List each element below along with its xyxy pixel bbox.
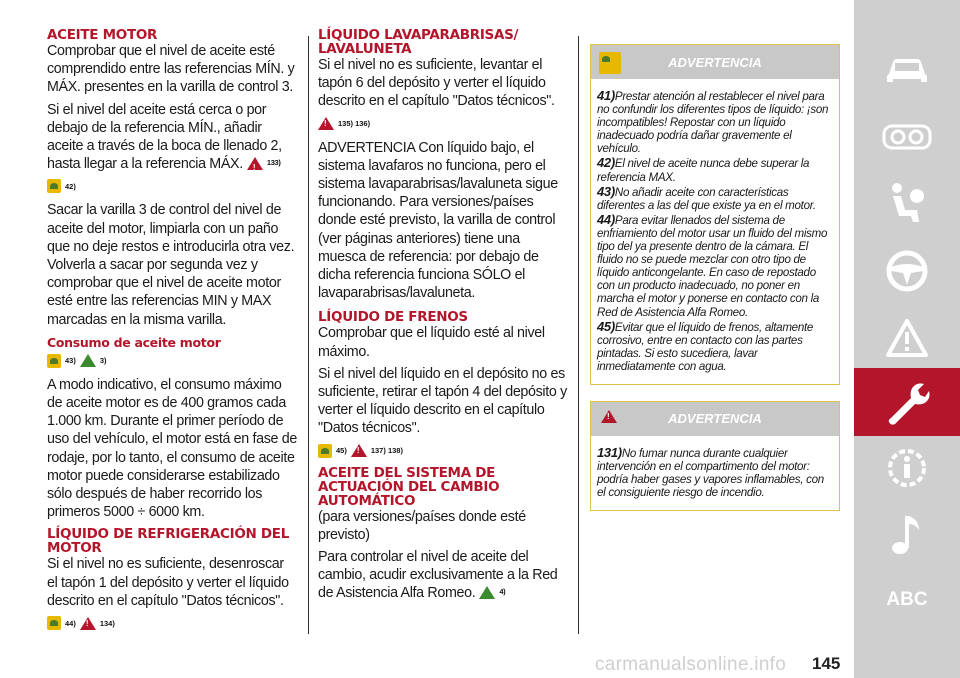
sidebar-item-maintenance[interactable]	[854, 368, 960, 436]
warning-item-number: 43)	[597, 183, 615, 199]
page-number: 145	[812, 654, 841, 673]
ref-133[interactable]: 133)	[266, 158, 281, 168]
ref-137-138[interactable]: 137) 138)	[370, 446, 403, 456]
column-divider-2	[578, 36, 579, 634]
warning-item	[597, 213, 833, 319]
ref-4[interactable]: 4)	[499, 587, 506, 597]
warning-triangle-icon	[80, 617, 96, 630]
heading-liquido-frenos: LÍQUIDO DE FRENOS	[318, 309, 468, 326]
warning-triangle-icon	[351, 444, 367, 457]
para-nivel-aceite-text: Si el nivel del aceite está cerca o por debajo de la referencia MÍN., añadir aceite a través de la boca de llenado 2, hasta llegar a la referencia MÁX.	[47, 101, 282, 173]
refs-133	[247, 155, 281, 171]
music-note-icon	[889, 512, 925, 556]
engine-warning-icon	[599, 52, 621, 74]
para-versiones: (para versiones/países donde esté previsto)	[318, 508, 526, 543]
settings-info-icon	[885, 446, 929, 490]
engine-warning-icon	[47, 616, 61, 630]
warning-item-number: 42)	[597, 155, 615, 171]
heading-aceite-motor: ACEITE MOTOR	[47, 27, 158, 43]
refs-frenos	[318, 442, 570, 460]
warning-item-text: No fumar nunca durante cualquier intervención en el compartimento del motor: podría haber gases y vapores inflamables, con el consiguiente riesgo de incendio.	[597, 446, 824, 500]
ref-135-136[interactable]: 135) 136)	[338, 119, 371, 129]
engine-warning-icon	[318, 444, 332, 458]
warning-title-2: ADVERTENCIA	[668, 411, 762, 427]
environment-icon	[80, 354, 96, 367]
warning-body-1	[591, 79, 839, 384]
para-cambio	[318, 548, 570, 603]
sidebar-item-dashboard[interactable]	[854, 103, 960, 171]
warning-box-2	[590, 401, 840, 511]
sidebar-item-technical[interactable]	[854, 434, 960, 502]
warning-item-text: Prestar atención al restablecer el nivel para no confundir los diferentes tipos de líquido: ¡son incompatibles! Repostar con un líquido inadecuado podría dañar gravemente el vehículo.	[597, 90, 829, 156]
para-advertencia-lavafaros: ADVERTENCIA Con líquido bajo, el sistema lavafaros no funciona, pero el sistema lavaparabrisas/lavaluneta sigue funcionando. Para versiones/países donde esté previsto, la varilla de control (ver páginas anteriores) tiene una muesca de referencia: por debajo de dicha referencia funciona SÓLO el lavaparabrisas/lavaluneta.	[318, 139, 558, 302]
warning-item-number: 44)	[597, 211, 615, 227]
heading-lavaparabrisas: LÍQUIDO LAVAPARABRISAS/ LAVALUNETA	[318, 27, 519, 57]
warning-header-2	[591, 402, 839, 436]
ref-3[interactable]: 3)	[99, 356, 107, 366]
para-nivel-aceite	[47, 101, 297, 174]
warning-triangle-icon	[247, 157, 263, 170]
column-divider-1	[308, 36, 309, 634]
warning-item	[597, 446, 833, 499]
heading-cambio-automatico: ACEITE DEL SISTEMA DE ACTUACIÓN DEL CAMBIO AUTOMÁTICO	[318, 464, 500, 509]
engine-warning-icon	[47, 354, 61, 368]
warning-header-1	[591, 45, 839, 79]
para-cambio-text: Para controlar el nivel de aceite del cambio, acudir exclusivamente a la Red de Asistencia Alfa Romeo.	[318, 549, 558, 602]
sidebar-item-multimedia[interactable]	[854, 500, 960, 568]
sidebar-item-steering[interactable]	[854, 237, 960, 305]
warning-body-2	[591, 436, 839, 510]
seat-airbag-icon	[887, 182, 927, 226]
warning-item-number: 131)	[597, 444, 622, 460]
abc-icon: ABC	[886, 589, 928, 610]
warning-triangle-icon	[318, 117, 334, 130]
ref-43[interactable]: 43)	[65, 356, 76, 366]
warning-triangle-icon	[885, 318, 929, 358]
para-sacar-varilla: Sacar la varilla 3 de control del nivel de aceite del motor, limpiarla con un paño que no deje restos e introducirla otra vez. Volverla a sacar por segunda vez y comprobar que el nivel de aceite motor esté entre las referencias MIN y MAX marcadas en la misma varilla.	[47, 202, 295, 328]
para-frenos-deposito: Si el nivel del líquido en el depósito no es suficiente, retirar el tapón 4 del depósito y verter el líquido descrito en el capítulo "Datos técnicos".	[318, 365, 567, 437]
heading-refrigeracion: LÍQUIDO DE REFRIGERACIÓN DEL MOTOR	[47, 526, 290, 557]
warning-title-1: ADVERTENCIA	[668, 54, 762, 70]
para-comprobar-aceite: Comprobar que el nivel de aceite esté comprendido entre las referencias MÍN. y MÁX. presentes en la varilla de control 3.	[47, 43, 295, 96]
para-refrigeracion: Si el nivel no es suficiente, desenroscar el tapón 1 del depósito y verter el líquido descrito en el capítulo "Datos técnicos".	[47, 556, 289, 609]
refs-refrig	[47, 614, 297, 632]
warning-item	[597, 156, 833, 183]
ref-134[interactable]: 134)	[99, 618, 115, 628]
warning-item-text: Para evitar llenados del sistema de enfriamiento del motor usar un fluido del mismo tipo del ya presente dentro de la cámara. El fluido no se puede mezclar con otro tipo de líquido anticongelante. En caso de repostado con un producto inadecuado, no poner en marcha el motor y ponerse en contacto con la Red de Asistencia Alfa Romeo.	[597, 213, 828, 319]
para-consumo: A modo indicativo, el consumo máximo de aceite motor es de 400 gramos cada 1.000 km. Durante el primer período de uso del vehículo, el motor está en fase de rodaje, por lo tanto, el consumo de aceite motor puede considerarse estabilizado sólo después de haber recorrido los primeros 5000 ÷ 6000 km.	[47, 376, 297, 521]
wrench-icon	[883, 378, 931, 426]
environment-icon	[479, 586, 495, 599]
column-right	[590, 44, 840, 527]
refs-cambio	[479, 584, 505, 600]
warning-item	[597, 320, 833, 373]
refs-lava	[318, 115, 570, 133]
warning-item-text: Evitar que el líquido de frenos, altamente corrosivo, entre en contacto con las partes pintadas. Si esto sucediera, lavar inmediatamente con agua.	[597, 320, 814, 373]
sidebar-item-index[interactable]	[854, 566, 960, 634]
para-frenos-nivel: Comprobar que el líquido esté al nivel máximo.	[318, 325, 545, 360]
ref-44[interactable]: 44)	[65, 618, 76, 628]
warning-box-1	[590, 44, 840, 385]
sidebar-item-car[interactable]	[854, 36, 960, 104]
column-left	[47, 28, 297, 638]
ref-45[interactable]: 45)	[336, 446, 347, 456]
engine-warning-icon	[47, 179, 61, 193]
car-icon	[883, 54, 931, 86]
warning-item-number: 41)	[597, 88, 615, 103]
warning-item	[597, 185, 833, 212]
para-lavaparabrisas: Si el nivel no es suficiente, levantar el tapón 6 del depósito y verter el líquido descrito en el capítulo "Datos técnicos".	[318, 57, 555, 110]
ref-42[interactable]: 42)	[65, 181, 76, 191]
sidebar-item-seat[interactable]	[854, 170, 960, 238]
warning-triangle-icon	[601, 410, 617, 423]
dashboard-icon	[882, 122, 932, 152]
warning-item	[597, 89, 833, 155]
column-middle	[318, 28, 570, 607]
sidebar-item-warning[interactable]	[854, 304, 960, 372]
watermark: carmanualsonline.info	[595, 654, 787, 675]
warning-item-number: 45)	[597, 318, 615, 334]
heading-consumo-aceite: Consumo de aceite motor	[47, 334, 221, 350]
warning-item-text: No añadir aceite con características diferentes a las del que existe ya en el motor.	[597, 185, 816, 212]
warning-item-text: El nivel de aceite nunca debe superar la referencia MAX.	[597, 157, 810, 184]
chapter-sidebar	[854, 0, 960, 678]
steering-wheel-icon	[885, 249, 929, 293]
refs-42	[47, 177, 297, 195]
refs-consumo	[47, 352, 297, 370]
